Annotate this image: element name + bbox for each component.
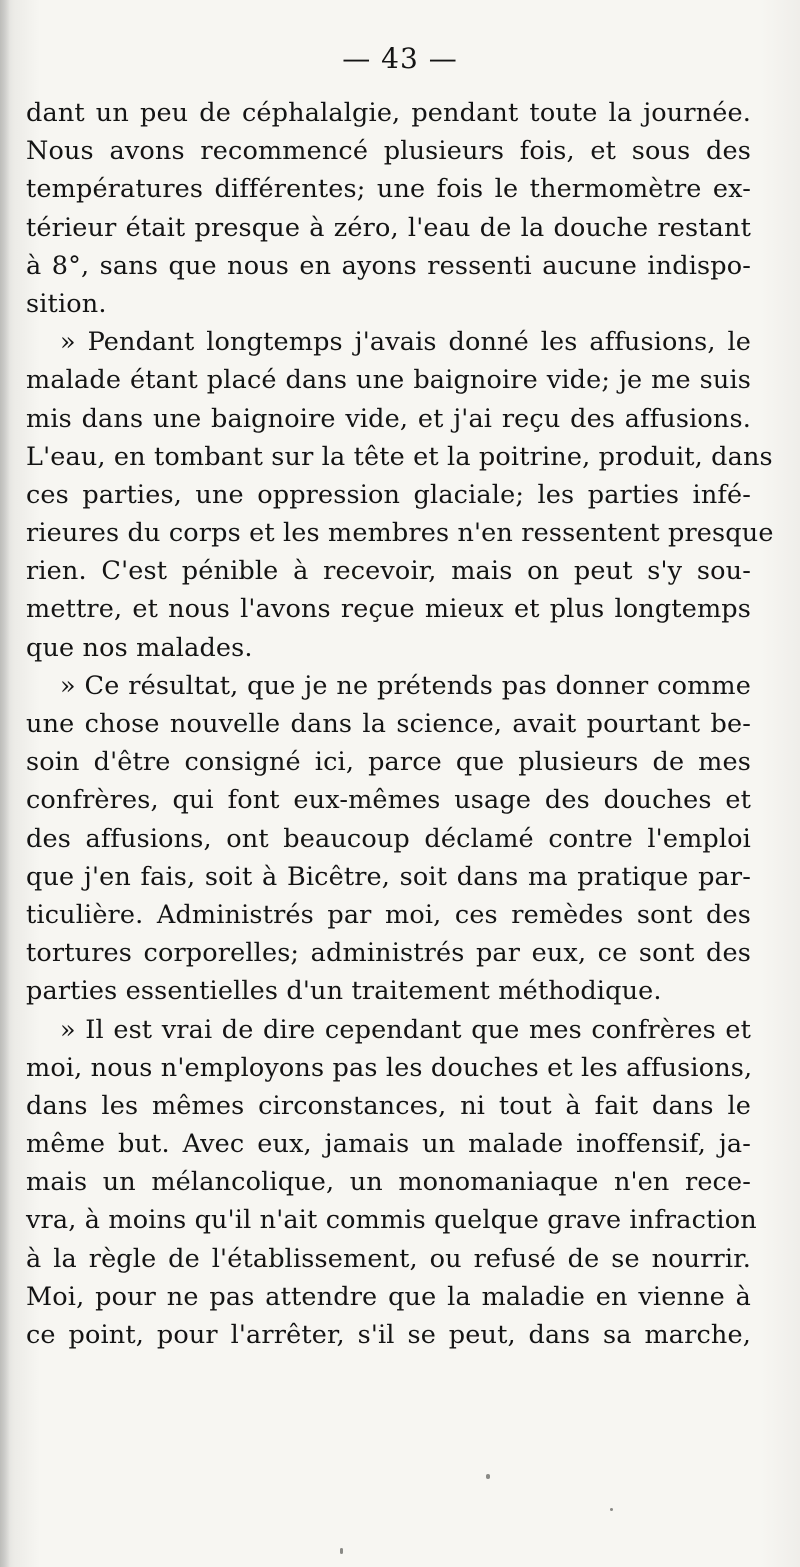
binding-shadow — [0, 0, 10, 1567]
text-line: même but. Avec eux, jamais un malade inoffensif, ja- — [26, 1129, 751, 1160]
text-line: parties essentielles d'un traitement méthodique. — [26, 976, 662, 1007]
body-text — [26, 94, 774, 1354]
text-line: confrères, qui font eux-mêmes usage des douches et — [26, 785, 751, 816]
paragraph-start-line: » Pendant longtemps j'avais donné les affusions, le — [60, 327, 751, 358]
text-line: dans les mêmes circonstances, ni tout à fait dans le — [26, 1090, 751, 1121]
text-line: Nous avons recommencé plusieurs fois, et sous des — [26, 136, 751, 167]
text-line: L'eau, en tombant sur la tête et la poitrine, produit, dans — [26, 441, 773, 472]
text-line: ces parties, une oppression glaciale; les parties infé- — [26, 479, 751, 510]
text-line: que nos malades. — [26, 632, 253, 663]
page-number: — 43 — — [342, 42, 458, 75]
text-line: tortures corporelles; administrés par eux, ce sont des — [26, 938, 751, 969]
text-line: que j'en fais, soit à Bicêtre, soit dans ma pratique par- — [26, 861, 751, 892]
text-line: sition. — [26, 288, 107, 319]
text-line: une chose nouvelle dans la science, avait pourtant be- — [26, 709, 751, 739]
text-line: mis dans une baignoire vide, et j'ai reçu des affusions. — [26, 403, 751, 434]
text-line: à 8°, sans que nous en ayons ressenti aucune indispo- — [26, 250, 751, 281]
text-line: moi, nous n'employons pas les douches et les affusions, — [26, 1052, 753, 1083]
text-line: Moi, pour ne pas attendre que la maladie en vienne à — [26, 1281, 751, 1312]
text-line: soin d'être consigné ici, parce que plusieurs de mes — [26, 747, 751, 778]
text-line: dant un peu de céphalalgie, pendant toute la journée. — [26, 98, 751, 128]
text-line: à la règle de l'établissement, ou refusé de se nourrir. — [26, 1243, 751, 1274]
paragraph-start-line: » Il est vrai de dire cependant que mes confrères et — [60, 1014, 751, 1045]
text-line: températures différentes; une fois le thermomètre ex- — [26, 174, 751, 205]
text-line: mais un mélancolique, un monomaniaque n'en rece- — [26, 1167, 751, 1198]
ink-speck — [340, 1548, 343, 1554]
text-line: rien. C'est pénible à recevoir, mais on peut s'y sou- — [26, 556, 751, 587]
text-line: ce point, pour l'arrêter, s'il se peut, dans sa marche, — [26, 1320, 751, 1350]
text-line: rieures du corps et les membres n'en ressentent presque — [26, 518, 774, 549]
text-line: mettre, et nous l'avons reçue mieux et plus longtemps — [26, 594, 751, 625]
text-line: térieur était presque à zéro, l'eau de la douche restant — [26, 212, 751, 243]
text-line: des affusions, ont beaucoup déclamé contre l'emploi — [26, 823, 751, 854]
text-line: ticulière. Administrés par moi, ces remèdes sont des — [26, 899, 751, 930]
ink-speck — [486, 1474, 490, 1479]
paragraph-start-line: » Ce résultat, que je ne prétends pas donner comme — [60, 670, 751, 701]
text-line: malade étant placé dans une baignoire vide; je me suis — [26, 365, 751, 396]
text-line: vra, à moins qu'il n'ait commis quelque grave infraction — [26, 1205, 757, 1236]
ink-speck — [610, 1508, 613, 1511]
